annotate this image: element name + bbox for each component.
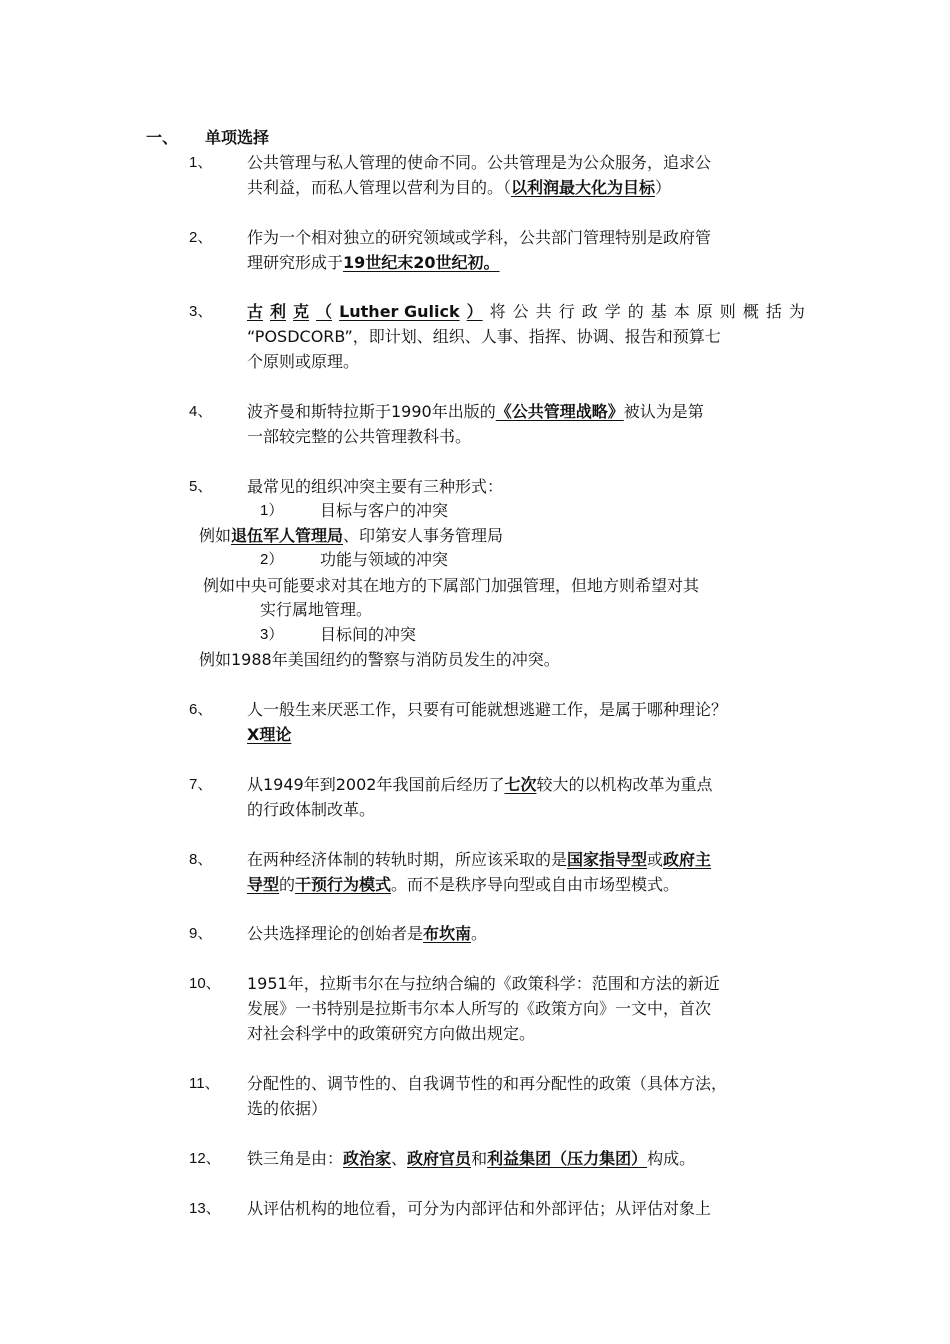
item-text-line xyxy=(247,847,711,872)
item-number: 1、 xyxy=(189,154,213,171)
sub-item-text: 目标与客户的冲突 xyxy=(320,501,449,520)
text-run: 铁三角是由： xyxy=(247,1149,344,1168)
text-run: 公共选择理论的创始者是 xyxy=(247,924,424,943)
item-text-line: 发展》一书特别是拉斯韦尔本人所写的《政策方向》一文中，首次 xyxy=(247,999,712,1018)
item-text-line xyxy=(247,772,712,797)
text-run: 例如 xyxy=(199,526,232,545)
text-run: 波齐曼和斯特拉斯于1990年出版的 xyxy=(247,402,496,421)
text-run: 。 xyxy=(471,924,488,943)
answer-highlight: 国家指导型 xyxy=(567,850,648,869)
item-number: 4、 xyxy=(189,403,213,420)
answer-highlight: Luther Gulick xyxy=(339,302,460,321)
answer-highlight: 干预行为模式 xyxy=(295,875,392,894)
item-number: 3、 xyxy=(189,303,213,320)
item-text-line: 一部较完整的公共管理教科书。 xyxy=(247,427,472,446)
item-number: 5、 xyxy=(189,478,213,495)
text-run: 理研究形成于 xyxy=(247,253,344,272)
item-number: 2、 xyxy=(189,229,213,246)
text-run: 被认为是第 xyxy=(623,402,704,421)
item-text-line: 公共管理与私人管理的使命不同。公共管理是为公众服务，追求公 xyxy=(247,153,712,172)
example-line: 实行属地管理。 xyxy=(260,600,373,619)
text-run: 或 xyxy=(647,850,664,869)
answer-highlight: 导型 xyxy=(247,875,280,894)
text-run: 。而不是秩序导向型或自由市场型模式。 xyxy=(391,875,680,894)
item-text-line xyxy=(247,175,671,200)
text-run: 概 xyxy=(742,302,759,321)
item-text-line xyxy=(247,872,679,897)
item-text-line: 对社会科学中的政策研究方向做出规定。 xyxy=(247,1024,536,1043)
sub-item-number: 3） xyxy=(260,626,284,643)
answer-highlight: 布坎南 xyxy=(423,924,472,943)
text-run: 学 xyxy=(604,302,621,321)
item-text-line xyxy=(247,1146,695,1171)
answer-highlight: 退伍军人管理局 xyxy=(231,526,344,545)
text-run: 、 xyxy=(391,1149,408,1168)
item-text-line: 作为一个相对独立的研究领域或学科，公共部门管理特别是政府管 xyxy=(247,228,712,247)
sub-item-number: 1） xyxy=(260,502,284,519)
item-text-line: 的行政体制改革。 xyxy=(247,800,376,819)
item-number: 9、 xyxy=(189,925,213,942)
sub-item-text: 目标间的冲突 xyxy=(320,625,417,644)
item-text-line: 从评估机构的地位看，可分为内部评估和外部评估；从评估对象上 xyxy=(247,1199,712,1218)
item-number: 12、 xyxy=(189,1150,221,1167)
text-run: 本 xyxy=(673,302,690,321)
answer-highlight: 利 xyxy=(270,302,287,321)
answer-highlight: X理论 xyxy=(247,725,292,744)
text-run: 构成。 xyxy=(647,1149,696,1168)
text-run: 、印第安人事务管理局 xyxy=(343,526,504,545)
example-line: 例如中央可能要求对其在地方的下属部门加强管理，但地方则希望对其 xyxy=(203,576,700,595)
answer-highlight: 利益集团（压力集团） xyxy=(487,1149,648,1168)
item-number: 13、 xyxy=(189,1200,221,1217)
answer-highlight: 《公共管理战略》 xyxy=(495,402,624,421)
text-run: 行 xyxy=(558,302,575,321)
text-run: 政 xyxy=(581,302,598,321)
text-run: 较大的以机构改革为重点 xyxy=(536,775,713,794)
answer-highlight: 政府官员 xyxy=(407,1149,472,1168)
item-text-line: 个原则或原理。 xyxy=(247,352,360,371)
item-number: 10、 xyxy=(189,975,221,992)
text-run: 共利益，而私人管理以营利为目的。（ xyxy=(247,178,512,197)
text-run: 的 xyxy=(627,302,644,321)
text-run: 原 xyxy=(696,302,713,321)
text-run: 从1949年到2002年我国前后经历了 xyxy=(247,775,505,794)
answer-highlight: 19世纪末20世纪初。 xyxy=(343,253,500,272)
item-text-line xyxy=(247,399,704,424)
answer-highlight: 政府主 xyxy=(663,850,712,869)
item-number: 11、 xyxy=(189,1075,220,1092)
text-run: ） xyxy=(655,178,672,197)
text-run: 的 xyxy=(279,875,296,894)
item-text-line: 选的依据） xyxy=(247,1099,328,1118)
item-text-line xyxy=(247,250,500,275)
text-run: 和 xyxy=(471,1149,488,1168)
example-line xyxy=(199,523,503,548)
item-number: 6、 xyxy=(189,701,213,718)
item-text-line xyxy=(247,921,487,946)
item-text-line: 分配性的、调节性的、自我调节性的和再分配性的政策（具体方法， xyxy=(247,1074,728,1093)
text-run: 共 xyxy=(535,302,552,321)
text-run: 在两种经济体制的转轨时期，所应该采取的是 xyxy=(247,850,568,869)
section-number: 一、 xyxy=(146,128,179,147)
answer-highlight: 七次 xyxy=(504,775,537,794)
text-run: 括 xyxy=(765,302,782,321)
item-text-line xyxy=(247,722,291,747)
answer-highlight: 克 xyxy=(293,302,310,321)
text-run: 将 xyxy=(489,302,506,321)
item-text-line-justified xyxy=(247,299,805,324)
text-run: 基 xyxy=(650,302,667,321)
item-text-line: 人一般生来厌恶工作，只要有可能就想逃避工作，是属于哪种理论？ xyxy=(247,700,728,719)
text-run: 则 xyxy=(719,302,736,321)
item-number: 7、 xyxy=(189,776,213,793)
answer-highlight: ） xyxy=(466,302,483,321)
item-text-line: “POSDCORB”，即计划、组织、人事、指挥、协调、报告和预算七 xyxy=(247,327,721,346)
text-run: 公 xyxy=(512,302,529,321)
item-text-line: 1951年，拉斯韦尔在与拉纳合编的《政策科学：范围和方法的新近 xyxy=(247,974,720,993)
answer-highlight: （ xyxy=(316,302,333,321)
example-line: 例如1988年美国纽约的警察与消防员发生的冲突。 xyxy=(199,650,560,669)
answer-highlight: 古 xyxy=(247,302,264,321)
item-number: 8、 xyxy=(189,851,213,868)
sub-item-number: 2） xyxy=(260,551,284,568)
item-text-line: 最常见的组织冲突主要有三种形式： xyxy=(247,477,504,496)
answer-highlight: 政治家 xyxy=(343,1149,392,1168)
sub-item-text: 功能与领域的冲突 xyxy=(320,550,449,569)
section-title: 单项选择 xyxy=(205,128,270,147)
text-run: 为 xyxy=(788,302,805,321)
answer-highlight: 以利润最大化为目标 xyxy=(511,178,656,197)
